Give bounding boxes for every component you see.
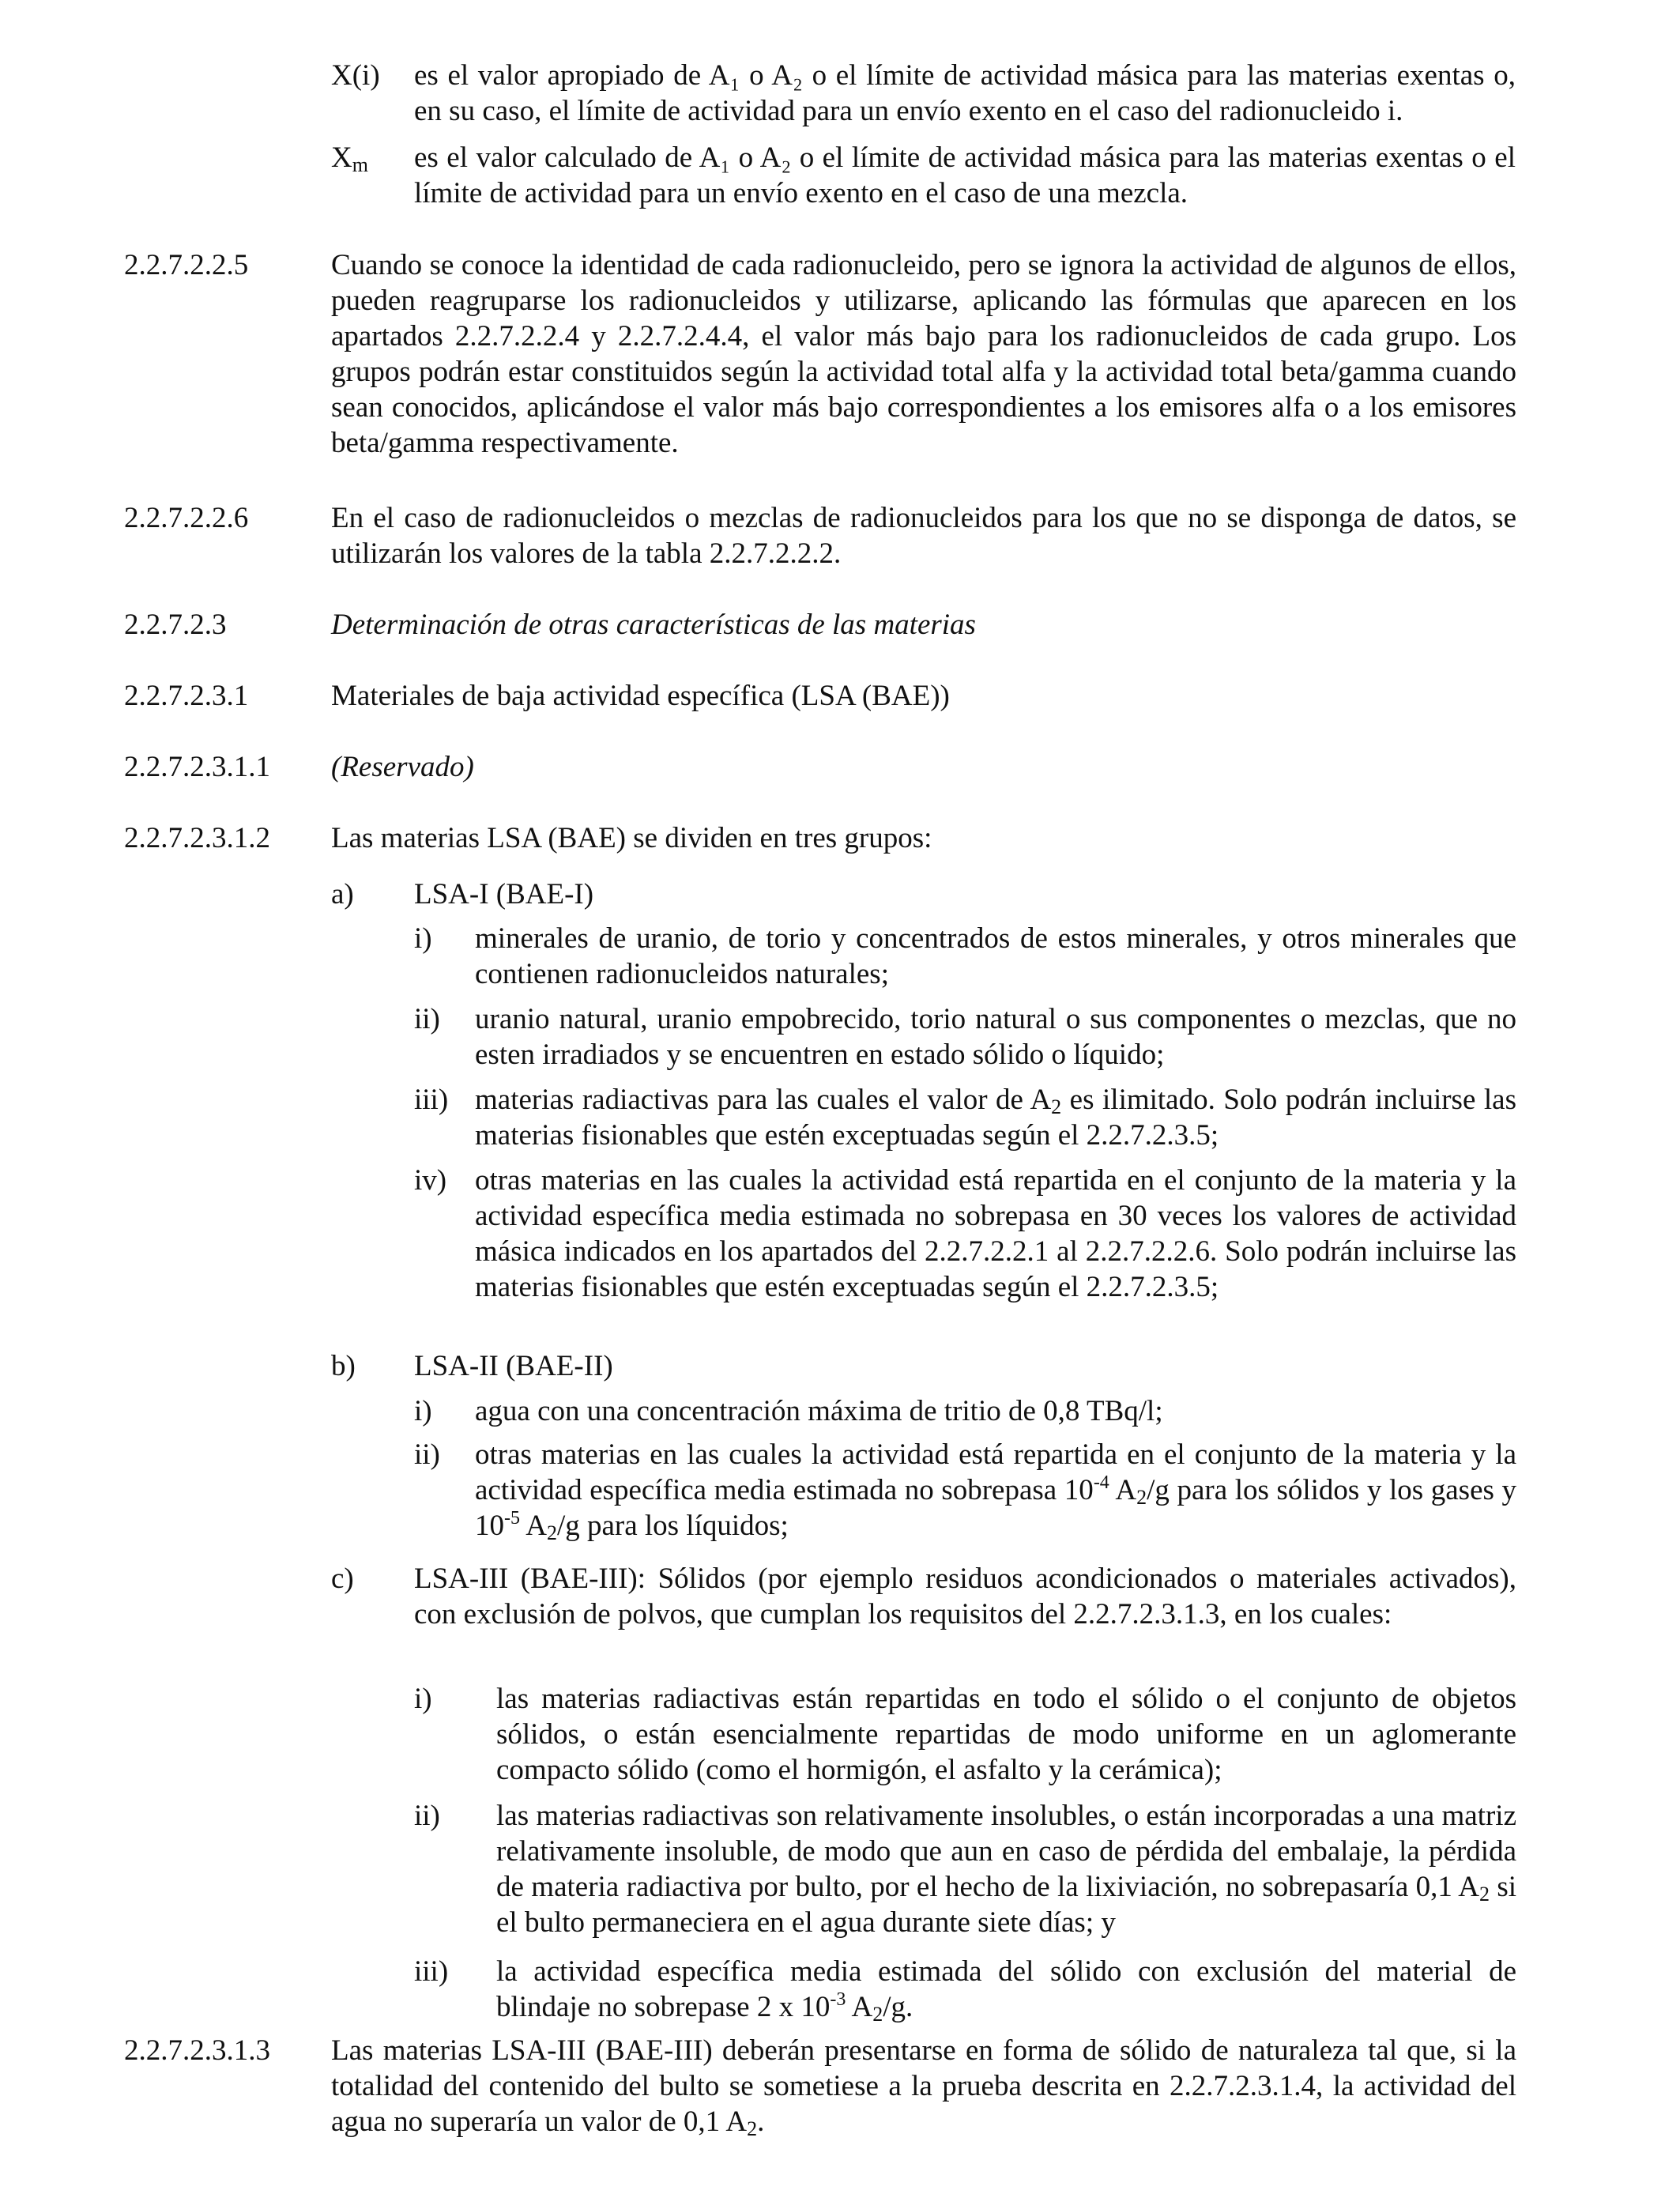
- list-label: ii): [414, 1800, 440, 1832]
- definition-xi: [331, 58, 1516, 129]
- list-item: las materias radiactivas están repartidas en todo el sólido o el conjunto de objetos sólidos, o están esencialmente repartidas de modo uniforme en un aglomerante compacto sólido (como el hormigón, el asfalto y la cerámica);: [496, 1683, 1516, 1786]
- list-label: ii): [414, 1003, 440, 1035]
- list-label: ii): [414, 1438, 440, 1471]
- paragraph: En el caso de radionucleidos o mezclas de radionucleidos para los que no se disponga de datos, se utilizarán los valores de la tabla 2.2.7.2.2.2.: [331, 502, 1516, 570]
- list-title: LSA-II (BAE-II): [414, 1350, 613, 1382]
- list-label: iv): [414, 1164, 447, 1197]
- list-label: b): [331, 1350, 356, 1382]
- list-label: c): [331, 1563, 354, 1595]
- list-label: iii): [414, 1955, 449, 1988]
- list-item: minerales de uranio, de torio y concentrados de estos minerales, y otros minerales que contienen radionucleidos naturales;: [475, 922, 1516, 990]
- list-label: iii): [414, 1084, 449, 1116]
- section-heading: Materiales de baja actividad específica (LSA (BAE)): [331, 680, 950, 712]
- paragraph: Las materias LSA (BAE) se dividen en tres grupos:: [331, 822, 932, 854]
- list-item: las materias radiactivas son relativamente insolubles, o están incorporadas a una matriz relativamente insoluble, de modo que aun en caso de pérdida del embalaje, la pérdida de materia radiactiva por bulto, por el hecho de la lixiviación, no sobrepasaría 0,1 $A_2$ si el bulto permaneciera en el agua durante siete días; y: [496, 1800, 1516, 1939]
- definition-xm: [331, 140, 1516, 211]
- section-number: 2.2.7.2.2.5: [124, 249, 249, 281]
- section-number: 2.2.7.2.3.1.1: [124, 751, 270, 783]
- paragraph: Las materias LSA-III (BAE-III) deberán presentarse en forma de sólido de naturaleza tal que, si la totalidad del contenido del bulto se sometiese a la prueba descrita en 2.2.7.2.3.1.4, la actividad del agua no superaría un valor de 0,1 $A_2$.: [331, 2034, 1516, 2140]
- list-item: otras materias en las cuales la actividad está repartida en el conjunto de la materia y la actividad específica media estimada no sobrepasa $10^{-4}$ $A_2/g$ para los sólidos y los gases y $10^{-5}$ $A_2/g$ para los líquidos;: [475, 1438, 1516, 1544]
- list-item: uranio natural, uranio empobrecido, torio natural o sus componentes o mezclas, que no esten irradiados y se encuentren en estado sólido o líquido;: [475, 1003, 1516, 1071]
- list-item: otras materias en las cuales la actividad está repartida en el conjunto de la materia y la actividad específica media estimada no sobrepasa en 30 veces los valores de actividad másica indicados en los apartados del 2.2.7.2.2.1 al 2.2.7.2.2.6. Solo podrán incluirse las materias fisionables que estén exceptuadas según el 2.2.7.2.3.5;: [475, 1164, 1516, 1303]
- list-label: i): [414, 1683, 432, 1715]
- section-number: 2.2.7.2.2.6: [124, 502, 249, 534]
- list-item: la actividad específica media estimada del sólido con exclusión del material de blindaje no sobrepase 2 x $10^{-3}$ $A_2/g$.: [496, 1955, 1516, 2026]
- list-label: a): [331, 878, 354, 910]
- list-label: i): [414, 1395, 432, 1427]
- list-item: LSA-III (BAE-III): Sólidos (por ejemplo residuos acondicionados o materiales activados), con exclusión de polvos, que cumplan los requisitos del 2.2.7.2.3.1.3, en los cuales:: [414, 1563, 1516, 1630]
- section-heading: Determinación de otras características de las materias: [331, 609, 976, 641]
- definition-symbol: $X_m$: [331, 141, 368, 176]
- list-item: agua con una concentración máxima de tritio de 0,8 TBq/l;: [475, 1395, 1163, 1427]
- list-title: LSA-I (BAE-I): [414, 878, 594, 910]
- section-number: 2.2.7.2.3: [124, 609, 227, 641]
- reserved-note: (Reservado): [331, 751, 474, 783]
- section-number: 2.2.7.2.3.1.2: [124, 822, 270, 854]
- section-number: 2.2.7.2.3.1.3: [124, 2034, 270, 2067]
- list-item: materias radiactivas para las cuales el valor de $A_2$ es ilimitado. Solo podrán incluirse las materias fisionables que estén exceptuadas según el 2.2.7.2.3.5;: [475, 1084, 1516, 1152]
- section-number: 2.2.7.2.3.1: [124, 680, 249, 712]
- definition-text: es el valor apropiado de A₁ o A₂ o el límite de actividad másica para las materias exentas o, en su caso, el límite de actividad para un envío exento en el caso del radionucleido i.: [414, 59, 1516, 127]
- paragraph: Cuando se conoce la identidad de cada radionucleido, pero se ignora la actividad de algunos de ellos, pueden reagruparse los radionucleidos y utilizarse, aplicando las fórmulas que aparecen en los apartados 2.2.7.2.2.4 y 2.2.7.2.4.4, el valor más bajo para los radionucleidos de cada grupo. Los grupos podrán estar constituidos según la actividad total alfa y la actividad total beta/gamma cuando sean conocidos, aplicándose el valor más bajo correspondientes a los emisores alfa o a los emisores beta/gamma respectivamente.: [331, 249, 1516, 459]
- definition-symbol: X(i): [331, 59, 380, 92]
- list-label: i): [414, 922, 432, 955]
- definition-text: es el valor calculado de A₁ o A₂ o el límite de actividad másica para las materias exentas o el límite de actividad para un envío exento en el caso de una mezcla.: [414, 141, 1516, 209]
